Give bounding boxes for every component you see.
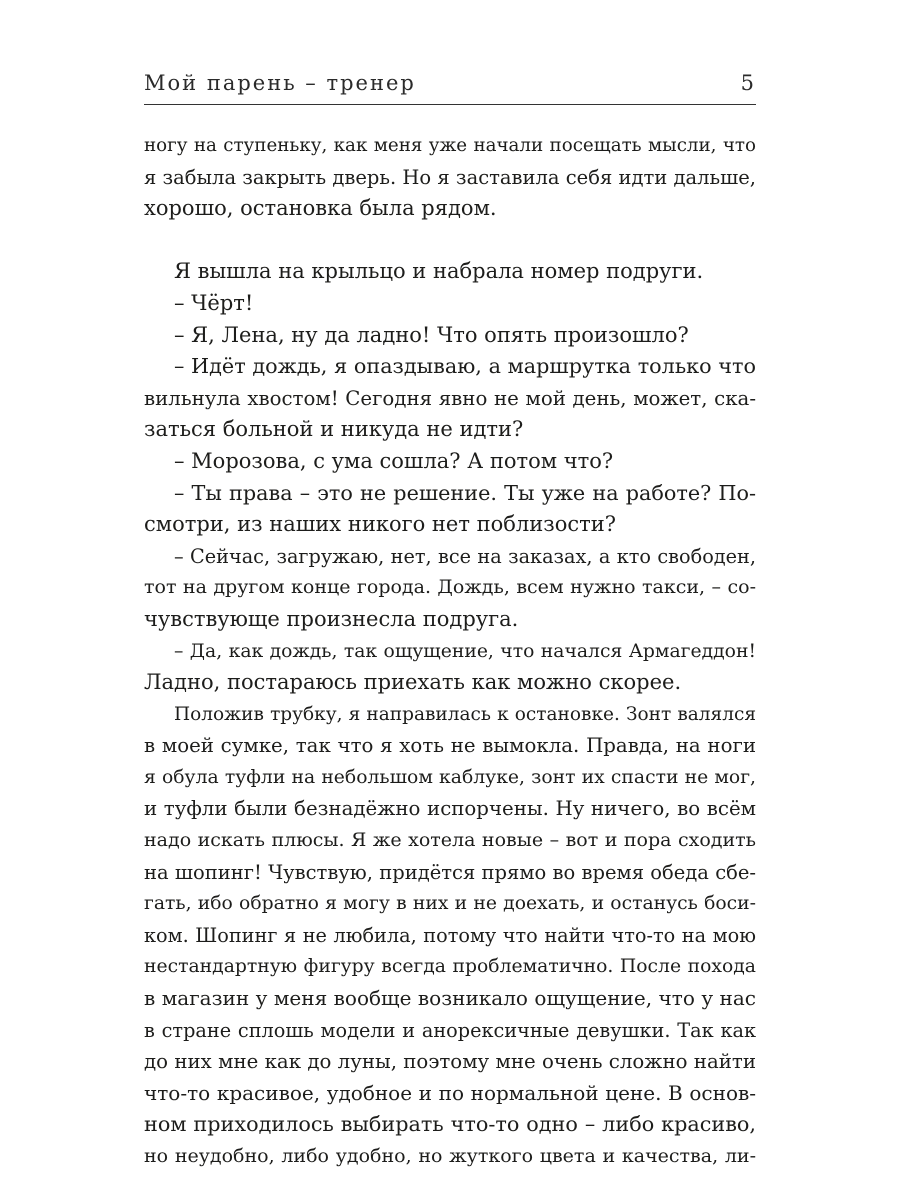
header-rule <box>144 104 756 105</box>
text-line: нестандартную фигуру всегда проблематично. После похода <box>144 956 756 978</box>
text-line: ном приходилось выбирать что-то одно – либо красиво, <box>144 1112 756 1137</box>
text-line: – Да, как дождь, так ощущение, что начался Армагеддон! <box>174 640 756 662</box>
text-line: заться больной и никуда не идти? <box>144 417 524 442</box>
text-line: на шопинг! Чувствую, придётся прямо во время обеда сбе- <box>144 860 756 884</box>
text-line: – Ты права – это не решение. Ты уже на работе? По- <box>174 480 756 505</box>
page-header <box>144 70 756 104</box>
text-line: ногу на ступеньку, как меня уже начали посещать мысли, что <box>144 135 756 156</box>
text-line: Положив трубку, я направилась к остановке. Зонт валялся <box>174 703 756 725</box>
text-line: но неудобно, либо удобно, но жуткого цвета и качества, ли- <box>144 1145 756 1167</box>
page-number: 5 <box>740 71 754 95</box>
text-line: хорошо, остановка была рядом. <box>144 196 497 221</box>
text-line: – Морозова, с ума сошла? А потом что? <box>174 448 614 473</box>
body-text <box>144 130 756 1173</box>
text-line: смотри, из наших никого нет поблизости? <box>144 512 616 537</box>
text-line: и туфли были безнадёжно испорчены. Ну ничего, во всём <box>144 797 756 821</box>
text-line: – Я, Лена, ну да ладно! Что опять произошло? <box>174 322 689 347</box>
text-line: в стране сплошь модели и анорексичные девушки. Так как <box>144 1018 756 1042</box>
text-line: тот на другом конце города. Дождь, всем нужно такси, – со- <box>144 576 756 599</box>
paragraph-gap <box>144 225 756 257</box>
text-line: до них мне как до луны, поэтому мне очень сложно найти <box>144 1050 756 1074</box>
text-line: – Идёт дождь, я опаздываю, а маршрутка только что <box>174 354 756 379</box>
text-line: чувствующе произнесла подруга. <box>144 606 519 631</box>
running-title: Мой парень – тренер <box>144 71 416 95</box>
text-line: Ладно, постараюсь приехать как можно скорее. <box>144 670 682 695</box>
text-line: что-то красивое, удобное и по нормальной цене. В основ- <box>144 1080 756 1105</box>
text-line: в магазин у меня вообще возникало ощущение, что у нас <box>144 986 756 1011</box>
text-line: вильнула хвостом! Сегодня явно не мой день, может, ска- <box>144 386 756 410</box>
text-line: Я вышла на крыльцо и набрала номер подруги. <box>174 259 704 284</box>
text-line: – Чёрт! <box>174 290 254 315</box>
text-line: – Сейчас, загружаю, нет, все на заказах, а кто свободен, <box>174 544 756 568</box>
text-line: гать, ибо обратно я могу в них и не доехать, и останусь боси- <box>144 893 756 915</box>
text-line: в моей сумке, так что я хоть не вымокла. Правда, на ноги <box>144 734 756 758</box>
text-line: я обула туфли на небольшом каблуке, зонт их спасти не мог, <box>144 766 756 788</box>
text-line: надо искать плюсы. Я же хотела новые – вот и пора сходить <box>144 829 756 852</box>
text-line: ком. Шопинг я не любила, потому что найти что-то на мою <box>144 923 756 947</box>
text-line: я забыла закрыть дверь. Но я заставила себя идти дальше, <box>144 165 756 189</box>
